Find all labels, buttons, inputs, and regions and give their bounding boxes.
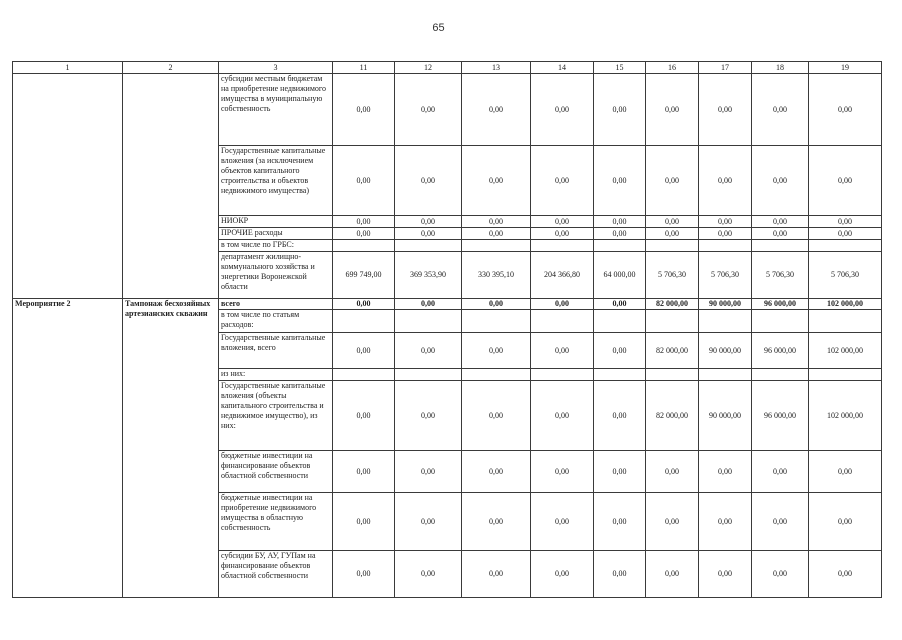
value-cell: 0,00 (333, 381, 395, 451)
value-cell: 0,00 (752, 493, 809, 551)
value-cell: 0,00 (809, 216, 882, 228)
value-cell: 0,00 (531, 74, 594, 146)
empty-cell (13, 74, 123, 299)
value-cell: 0,00 (333, 228, 395, 240)
value-cell: 0,00 (594, 74, 646, 146)
value-cell (809, 240, 882, 252)
value-cell (395, 310, 462, 333)
value-cell: 82 000,00 (646, 381, 699, 451)
value-cell: 0,00 (462, 451, 531, 493)
value-cell: 0,00 (333, 451, 395, 493)
value-cell (809, 310, 882, 333)
value-cell: 90 000,00 (699, 299, 752, 310)
value-cell: 0,00 (462, 146, 531, 216)
value-cell: 0,00 (333, 74, 395, 146)
value-cell: 0,00 (594, 228, 646, 240)
value-cell: 0,00 (752, 146, 809, 216)
value-cell: 0,00 (531, 493, 594, 551)
value-cell: 0,00 (594, 381, 646, 451)
value-cell: 0,00 (752, 451, 809, 493)
value-cell (462, 369, 531, 381)
value-cell: 0,00 (646, 74, 699, 146)
value-cell: 0,00 (699, 74, 752, 146)
value-cell (462, 240, 531, 252)
event-name: Тампонаж бесхозяйных артезианских скважин (123, 299, 219, 598)
value-cell: 102 000,00 (809, 381, 882, 451)
value-cell (752, 240, 809, 252)
value-cell (809, 369, 882, 381)
value-cell: 0,00 (395, 493, 462, 551)
row-label: НИОКР (219, 216, 333, 228)
value-cell: 0,00 (809, 451, 882, 493)
value-cell: 96 000,00 (752, 381, 809, 451)
value-cell (594, 240, 646, 252)
value-cell: 0,00 (531, 333, 594, 369)
column-number-header: 3 (219, 62, 333, 74)
value-cell: 0,00 (594, 451, 646, 493)
value-cell: 0,00 (462, 551, 531, 598)
value-cell (333, 310, 395, 333)
value-cell: 369 353,90 (395, 252, 462, 299)
value-cell (395, 369, 462, 381)
value-cell: 0,00 (809, 551, 882, 598)
table-header-row (13, 62, 882, 74)
value-cell: 102 000,00 (809, 299, 882, 310)
value-cell: 0,00 (809, 146, 882, 216)
value-cell: 0,00 (531, 551, 594, 598)
column-number-header: 2 (123, 62, 219, 74)
budget-table (12, 61, 882, 598)
value-cell: 0,00 (699, 146, 752, 216)
row-label: в том числе по ГРБС: (219, 240, 333, 252)
value-cell: 0,00 (333, 146, 395, 216)
value-cell: 0,00 (333, 299, 395, 310)
value-cell: 0,00 (699, 451, 752, 493)
value-cell (594, 310, 646, 333)
value-cell: 0,00 (809, 228, 882, 240)
value-cell: 0,00 (395, 451, 462, 493)
value-cell: 0,00 (646, 451, 699, 493)
value-cell: 0,00 (752, 228, 809, 240)
column-number-header: 18 (752, 62, 809, 74)
value-cell: 0,00 (395, 74, 462, 146)
value-cell: 0,00 (395, 216, 462, 228)
value-cell: 102 000,00 (809, 333, 882, 369)
value-cell: 90 000,00 (699, 333, 752, 369)
value-cell: 699 749,00 (333, 252, 395, 299)
value-cell: 82 000,00 (646, 333, 699, 369)
page-number: 65 (432, 22, 445, 34)
column-number-header: 14 (531, 62, 594, 74)
value-cell: 0,00 (594, 333, 646, 369)
column-number-header: 17 (699, 62, 752, 74)
table-row (13, 299, 882, 310)
empty-cell (123, 74, 219, 299)
row-label: департамент жилищно-коммунального хозяйства и энергетики Воронежской области (219, 252, 333, 299)
value-cell: 0,00 (462, 299, 531, 310)
value-cell (752, 310, 809, 333)
value-cell: 0,00 (809, 493, 882, 551)
value-cell: 96 000,00 (752, 299, 809, 310)
value-cell: 0,00 (395, 228, 462, 240)
value-cell: 5 706,30 (646, 252, 699, 299)
value-cell: 82 000,00 (646, 299, 699, 310)
row-label: бюджетные инвестиции на приобретение недвижимого имущества в областную собственность (219, 493, 333, 551)
value-cell (699, 310, 752, 333)
value-cell: 0,00 (395, 146, 462, 216)
row-label: Государственные капитальные вложения, всего (219, 333, 333, 369)
value-cell (462, 310, 531, 333)
value-cell: 0,00 (646, 493, 699, 551)
value-cell: 0,00 (531, 299, 594, 310)
value-cell (531, 240, 594, 252)
row-label: Государственные капитальные вложения (за исключением объектов капитального строительства и объектов недвижимого имущества) (219, 146, 333, 216)
value-cell: 0,00 (395, 333, 462, 369)
column-number-header: 15 (594, 62, 646, 74)
value-cell: 0,00 (809, 74, 882, 146)
value-cell: 90 000,00 (699, 381, 752, 451)
row-label: бюджетные инвестиции на финансирование объектов областной собственности (219, 451, 333, 493)
value-cell: 96 000,00 (752, 333, 809, 369)
value-cell: 0,00 (646, 228, 699, 240)
value-cell (699, 240, 752, 252)
value-cell: 0,00 (752, 551, 809, 598)
value-cell: 5 706,30 (752, 252, 809, 299)
row-label: ПРОЧИЕ расходы (219, 228, 333, 240)
value-cell: 0,00 (333, 216, 395, 228)
value-cell: 0,00 (646, 216, 699, 228)
value-cell: 0,00 (699, 228, 752, 240)
value-cell (646, 310, 699, 333)
table-row (13, 74, 882, 146)
value-cell: 0,00 (531, 228, 594, 240)
column-number-header: 1 (13, 62, 123, 74)
value-cell (699, 369, 752, 381)
value-cell (333, 369, 395, 381)
row-label: субсидии местным бюджетам на приобретение недвижимого имущества в муниципальную собственность (219, 74, 333, 146)
column-number-header: 11 (333, 62, 395, 74)
value-cell: 0,00 (531, 381, 594, 451)
value-cell: 0,00 (462, 381, 531, 451)
row-label: из них: (219, 369, 333, 381)
value-cell (531, 369, 594, 381)
row-label: Государственные капитальные вложения (объекты капитального строительства и недвижимое имущество), из них: (219, 381, 333, 451)
value-cell: 0,00 (531, 451, 594, 493)
value-cell: 5 706,30 (809, 252, 882, 299)
value-cell: 0,00 (531, 146, 594, 216)
value-cell: 204 366,80 (531, 252, 594, 299)
value-cell: 0,00 (752, 216, 809, 228)
value-cell: 0,00 (462, 216, 531, 228)
row-label: всего (219, 299, 333, 310)
value-cell (531, 310, 594, 333)
value-cell: 0,00 (462, 333, 531, 369)
value-cell (646, 240, 699, 252)
value-cell: 0,00 (333, 551, 395, 598)
value-cell: 0,00 (646, 146, 699, 216)
value-cell (646, 369, 699, 381)
value-cell: 0,00 (395, 551, 462, 598)
value-cell (333, 240, 395, 252)
row-label: субсидии БУ, АУ, ГУПам на финансирование объектов областной собственности (219, 551, 333, 598)
value-cell: 0,00 (333, 493, 395, 551)
column-number-header: 19 (809, 62, 882, 74)
column-number-header: 13 (462, 62, 531, 74)
value-cell (594, 369, 646, 381)
value-cell (752, 369, 809, 381)
event-label: Мероприятие 2 (13, 299, 123, 598)
column-number-header: 12 (395, 62, 462, 74)
column-number-header: 16 (646, 62, 699, 74)
value-cell: 0,00 (531, 216, 594, 228)
value-cell: 0,00 (594, 146, 646, 216)
value-cell: 0,00 (395, 299, 462, 310)
value-cell: 0,00 (594, 216, 646, 228)
value-cell: 330 395,10 (462, 252, 531, 299)
value-cell: 0,00 (462, 228, 531, 240)
value-cell: 0,00 (333, 333, 395, 369)
value-cell: 0,00 (594, 551, 646, 598)
value-cell (395, 240, 462, 252)
value-cell: 0,00 (395, 381, 462, 451)
value-cell: 0,00 (594, 493, 646, 551)
value-cell: 0,00 (699, 216, 752, 228)
value-cell: 0,00 (752, 74, 809, 146)
value-cell: 64 000,00 (594, 252, 646, 299)
value-cell: 0,00 (699, 551, 752, 598)
value-cell: 5 706,30 (699, 252, 752, 299)
row-label: в том числе по статьям расходов: (219, 310, 333, 333)
value-cell: 0,00 (462, 493, 531, 551)
value-cell: 0,00 (646, 551, 699, 598)
value-cell: 0,00 (699, 493, 752, 551)
value-cell: 0,00 (594, 299, 646, 310)
value-cell: 0,00 (462, 74, 531, 146)
